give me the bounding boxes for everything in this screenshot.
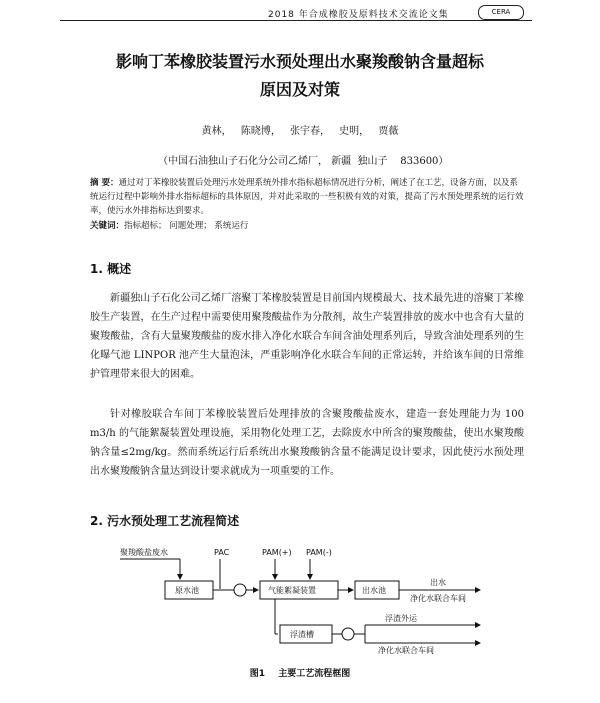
label-pac: PAC [214, 548, 230, 557]
label-inlet: 聚羧酸盐废水 [120, 548, 168, 557]
conference-logo: CERA [478, 5, 524, 20]
keywords-text: 指标超标； 问题处理； 系统运行 [124, 221, 249, 231]
header-rule [60, 20, 532, 21]
body-paragraph: 针对橡胶联合车间丁苯橡胶装置后处理排放的含聚羧酸盐废水，建造一套处理能力为 100 m3/h 的气能絮凝装置处理设施，采用物化处理工艺，去除废水中所含的聚羧酸盐，使出水聚羧酸钠含量≤2mg/kg。然而系统运行后系统出水聚羧酸钠含量不能满足设计要求，因此使污水预处理出水聚羧酸钠含量达到设计要求就成为一项重要的工作。 [90, 409, 524, 477]
running-title: 2018 年合成橡胶及原料技术交流论文集 [268, 10, 449, 20]
label-scum-tank: 浮渣槽 [290, 630, 314, 639]
figure-caption: 图1 主要工艺流程框图 [249, 669, 351, 679]
paper-title-line-2: 原因及对策 [259, 80, 340, 99]
keywords [90, 219, 248, 231]
label-pam-minus: PAM(-) [306, 548, 332, 557]
label-raw-pool: 原水池 [175, 586, 199, 595]
pump-icon [342, 628, 354, 640]
label-to-plant-1: 净化水联合车间 [410, 594, 466, 603]
label-outlet: 出水 [430, 578, 446, 587]
label-floc-unit: 气能絮凝装置 [268, 586, 316, 595]
body-paragraph: 新疆独山子石化公司乙烯厂溶聚丁苯橡胶装置是目前国内规模最大、技术最先进的溶聚丁苯橡胶生产装置，在生产过程中需要使用聚羧酸盐作为分散剂，故生产装置排放的废水中也含有大量的聚羧酸盐，含有大量聚羧酸盐的废水排入净化水联合车间含油处理系列后，导致含油处理系列的生化曝气池 LINPOR 池产生大量泡沫，严重影响净化水联合车间的正常运转，并给该车间的日常维护管理带来很大的困难。 [90, 293, 524, 380]
section-heading-overview: 1. 概述 [90, 262, 132, 276]
abstract-text: 通过对丁苯橡胶装置后处理污水处理系统外排水指标超标情况进行分析，阐述了在工艺，设备方面，以及系统运行过程中影响外排水指标超标的具体原因，并对此采取的一些积极有效的对策，提高了污水预处理系统的运行效率，使污水外排指标达到要求。 [90, 178, 524, 216]
label-scum-out: 浮渣外运 [385, 614, 417, 623]
section-heading-process: 2. 污水预处理工艺流程简述 [90, 514, 240, 528]
pump-icon [234, 584, 246, 596]
abstract [90, 176, 526, 218]
keywords-label: 关键词： [90, 221, 125, 231]
abstract-label: 摘 要： [90, 178, 119, 188]
paper-title-line-1: 影响丁苯橡胶装置污水预处理出水聚羧酸钠含量超标 [115, 52, 484, 71]
process-flow-diagram [110, 545, 490, 660]
label-outlet-pool: 出水池 [362, 586, 386, 595]
author-list: 黄林， 陈晓博， 张宇春， 史明， 贾薇 [201, 126, 399, 137]
label-to-plant-2: 净化水联合车间 [378, 646, 434, 655]
affiliation: （中国石油独山子石化分公司乙烯厂， 新疆 独山子 833600） [158, 156, 449, 167]
label-pam-plus: PAM(+) [262, 548, 292, 557]
